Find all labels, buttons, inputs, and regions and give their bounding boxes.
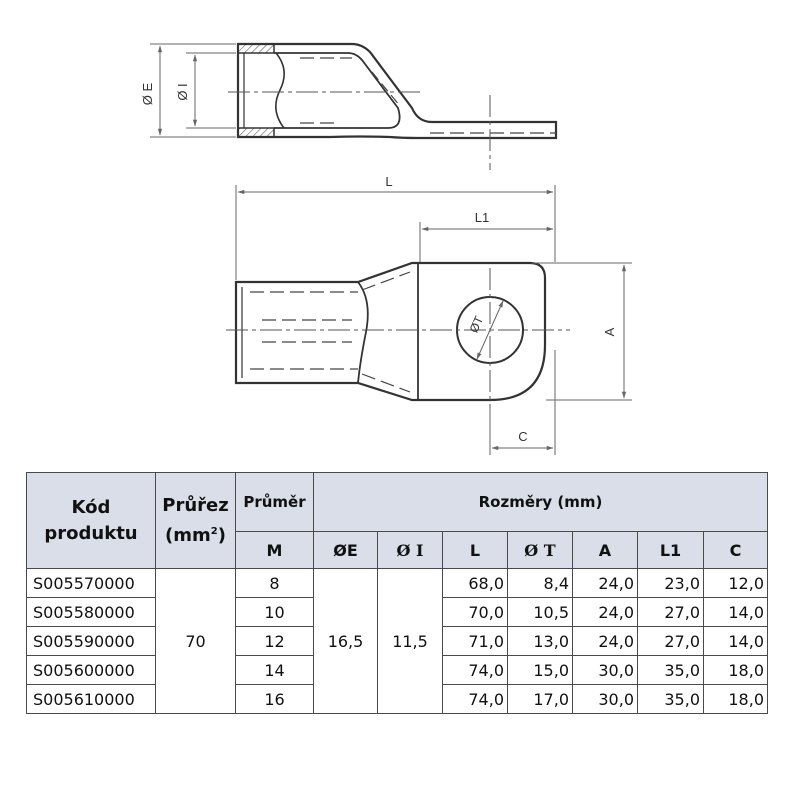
cell-m: 14 [236,656,314,685]
cell-t: 10,5 [508,598,573,627]
cell-code: S005580000 [27,598,156,627]
cell-c: 18,0 [704,685,768,714]
cell-m: 12 [236,627,314,656]
subheader-l1: L1 [638,532,704,569]
lug-top-outline [236,263,545,400]
cell-l: 70,0 [443,598,508,627]
dim-label-l: L [385,174,393,189]
cell-a: 24,0 [573,598,638,627]
header-section [156,473,236,569]
cell-l: 74,0 [443,656,508,685]
header-section-label: Průřez [162,494,229,516]
cell-l1: 27,0 [638,598,704,627]
cell-l: 68,0 [443,569,508,598]
cell-code: S005570000 [27,569,156,598]
spec-table [26,472,768,714]
header-diameter: Průměr [236,473,314,532]
dim-label-l1: L1 [474,210,490,225]
subheader-c: C [704,532,768,569]
dim-label-c: C [518,429,528,444]
dim-label-a: A [602,327,617,337]
barrel-wall-bottom [238,128,274,137]
subheader-a: A [573,532,638,569]
header-dimensions: Rozměry (mm) [314,473,768,532]
cell-c: 12,0 [704,569,768,598]
subheader-e: ØE [314,532,378,569]
cell-code: S005590000 [27,627,156,656]
cell-t: 17,0 [508,685,573,714]
cell-a: 24,0 [573,569,638,598]
top-view-centerlines [226,268,570,408]
cell-e: 16,5 [314,569,378,714]
cell-t: 15,0 [508,656,573,685]
cell-m: 10 [236,598,314,627]
cell-l1: 23,0 [638,569,704,598]
lug-inner-bore [274,53,400,128]
cell-t: 13,0 [508,627,573,656]
cell-l1: 27,0 [638,627,704,656]
dim-label-e: Ø E [140,82,155,106]
top-view [236,263,545,400]
top-view-hidden-lines [250,272,410,392]
table-row [27,569,768,598]
cell-c: 14,0 [704,627,768,656]
side-view-dimensions [150,44,236,137]
cell-section: 70 [156,569,236,714]
cell-m: 8 [236,569,314,598]
cell-code: S005610000 [27,685,156,714]
cell-l: 74,0 [443,685,508,714]
cell-code: S005600000 [27,656,156,685]
cell-a: 30,0 [573,685,638,714]
dim-label-i: Ø I [175,83,190,101]
barrel-wall-top [238,44,274,53]
cell-i: 11,5 [378,569,443,714]
header-section-unit: $(mm^2)$ [165,524,226,546]
cell-l: 71,0 [443,627,508,656]
cell-c: 18,0 [704,656,768,685]
cell-m: 16 [236,685,314,714]
dim-label-t: ØT [466,313,487,335]
cell-l1: 35,0 [638,656,704,685]
side-view [238,44,556,138]
subheader-l: L [443,532,508,569]
cell-t: 8,4 [508,569,573,598]
cell-l1: 35,0 [638,685,704,714]
subheader-m: M [236,532,314,569]
header-code-line2: produktu [44,522,138,544]
subheader-i: Ø I [378,532,443,569]
header-code [27,473,156,569]
subheader-t: Ø T [508,532,573,569]
break-line [276,53,284,128]
cell-a: 24,0 [573,627,638,656]
header-code-line1: Kód [71,496,111,518]
cell-a: 30,0 [573,656,638,685]
cell-c: 14,0 [704,598,768,627]
